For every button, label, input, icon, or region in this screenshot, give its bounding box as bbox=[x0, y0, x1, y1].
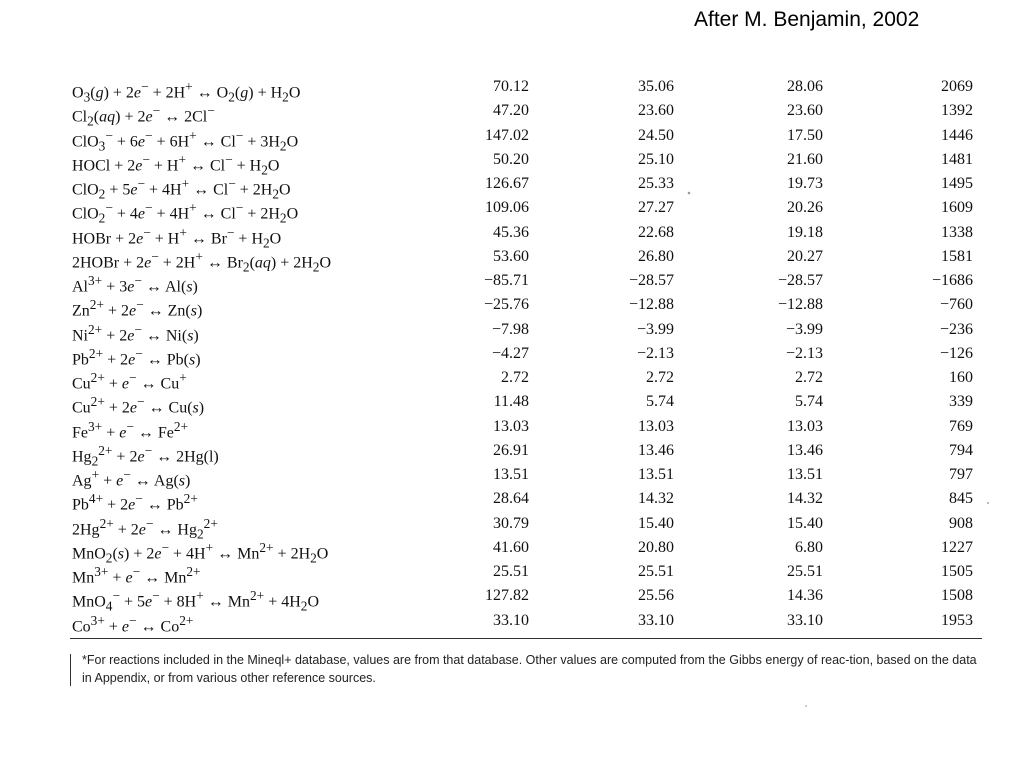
value-col-4: 845 bbox=[949, 490, 973, 508]
value-col-4: 1495 bbox=[941, 175, 973, 192]
value-col-1: 13.03 bbox=[493, 417, 529, 435]
value-col-3: 15.40 bbox=[787, 514, 823, 532]
value-col-4: 769 bbox=[949, 417, 973, 435]
value-col-3: 20.26 bbox=[787, 199, 823, 217]
value-col-3: 20.27 bbox=[787, 247, 823, 265]
value-col-2: 15.40 bbox=[638, 514, 674, 532]
value-col-1: 47.20 bbox=[493, 102, 529, 120]
reaction-equation: $Ni^{2+} + 2e^-$ ↔ Ni(s) bbox=[72, 321, 199, 344]
reaction-equation: Ag+ + e− ↔ Ag(s) bbox=[72, 467, 191, 490]
value-col-2: −12.88 bbox=[628, 296, 674, 314]
reaction-equation: $Mn^{3+} + e^-$ ↔ $Mn^{2+}$ bbox=[72, 564, 201, 587]
reaction-equation: $Cu^{2+} + 2e^-$ ↔ Cu(s) bbox=[72, 394, 205, 417]
value-col-1: −4.27 bbox=[491, 344, 529, 362]
value-col-2: 27.27 bbox=[638, 199, 674, 217]
reaction-equation: HOCl + 2e− + H+ ↔ $Cl^- + H_2O$ bbox=[72, 151, 280, 178]
value-col-4: 1227 bbox=[941, 538, 973, 556]
reaction-equation: ClO$_2$− + 4e− + 4H+ ↔ $Cl^- + 2H_2O$ bbox=[72, 200, 299, 226]
value-col-4: 1581 bbox=[941, 247, 973, 265]
value-col-3: 13.51 bbox=[787, 466, 823, 483]
value-col-1: −25.76 bbox=[483, 296, 529, 314]
value-col-1: 28.64 bbox=[493, 490, 529, 508]
value-col-2: 13.51 bbox=[638, 466, 674, 483]
value-col-2: 5.74 bbox=[646, 393, 674, 411]
reaction-equation: $Al^{3+} + 3e^-$ ↔ Al(s) bbox=[72, 273, 198, 296]
value-col-1: 26.91 bbox=[493, 441, 529, 459]
reaction-equation: $Pb^{4+} + 2e^-$ ↔ $Pb^{2+}$ bbox=[72, 491, 198, 514]
value-col-3: 28.06 bbox=[787, 78, 823, 95]
value-col-2: 23.60 bbox=[638, 102, 674, 120]
reaction-equation: MnO$_4$− + 5e− + 8H+ ↔ $Mn^{2+} + 4H_2O$ bbox=[72, 588, 319, 614]
value-col-3: 19.18 bbox=[787, 223, 823, 241]
value-col-4: 797 bbox=[949, 466, 973, 483]
value-col-2: 2.72 bbox=[646, 369, 674, 386]
value-col-3: 13.03 bbox=[787, 417, 823, 435]
value-col-4: 160 bbox=[949, 369, 973, 386]
value-col-3: 13.46 bbox=[787, 441, 823, 459]
value-col-4: 2069 bbox=[941, 78, 973, 95]
value-col-3: 6.80 bbox=[795, 538, 823, 556]
value-col-2: 20.80 bbox=[638, 538, 674, 556]
reaction-equation: $Cu^{2+} + e^-$ ↔ Cu+ bbox=[72, 370, 187, 393]
value-col-1: 109.06 bbox=[485, 199, 529, 217]
value-col-4: 908 bbox=[949, 514, 973, 532]
value-col-3: 5.74 bbox=[795, 393, 823, 411]
reaction-equation: $2Hg^{2+} + 2e^-$ ↔ $Hg_2^{2+}$ bbox=[72, 515, 218, 542]
value-col-2: 25.33 bbox=[638, 175, 674, 192]
value-col-2: 25.51 bbox=[638, 563, 674, 580]
value-col-2: 13.03 bbox=[638, 417, 674, 435]
value-col-4: −760 bbox=[939, 296, 973, 314]
reaction-equation: HOBr + 2e− + H+ ↔ $Br^- + H_2O$ bbox=[72, 224, 282, 251]
value-col-1: 30.79 bbox=[493, 514, 529, 532]
value-col-3: 33.10 bbox=[787, 611, 823, 629]
value-col-2: −2.13 bbox=[636, 344, 674, 362]
value-col-4: −126 bbox=[939, 344, 973, 362]
reaction-equation: $Fe^{3+} + e^-$ ↔ $Fe^{2+}$ bbox=[72, 418, 189, 441]
value-col-4: 1609 bbox=[941, 199, 973, 217]
value-col-1: 45.36 bbox=[493, 223, 529, 241]
value-col-2: 35.06 bbox=[638, 78, 674, 95]
footnote-text: *For reactions included in the Mineql+ database, values are from that database. Other values are computed from the Gibbs energy of reac-tion, based on the data in Appendix, or from various other reference sources. bbox=[82, 653, 977, 685]
value-col-3: −3.99 bbox=[785, 320, 823, 338]
value-col-1: −7.98 bbox=[491, 320, 529, 338]
reaction-equation: $Co^{3+} + e^-$ ↔ $Co^{2+}$ bbox=[72, 612, 194, 635]
value-col-1: 70.12 bbox=[493, 78, 529, 95]
value-col-1: 2.72 bbox=[501, 369, 529, 386]
value-col-1: −85.71 bbox=[483, 272, 529, 289]
value-col-3: −2.13 bbox=[785, 344, 823, 362]
value-col-4: 1392 bbox=[941, 102, 973, 120]
value-col-2: 22.68 bbox=[638, 223, 674, 241]
value-col-2: 25.10 bbox=[638, 150, 674, 168]
reaction-equation: ClO$_3$− + 6e− + 6H+ ↔ $Cl^- + 3H_2O$ bbox=[72, 127, 299, 154]
value-col-1: 25.51 bbox=[493, 563, 529, 580]
reaction-equation: $O_3(g) + 2e^- + 2H^+$ ↔ $O_2(g) + H_2O$ bbox=[72, 79, 301, 105]
value-col-1: 126.67 bbox=[485, 175, 529, 192]
value-col-4: 1446 bbox=[941, 126, 973, 144]
value-col-2: 26.80 bbox=[638, 247, 674, 265]
value-col-3: 25.51 bbox=[787, 563, 823, 580]
reaction-equation: 2HOBr + 2e− + 2H+ ↔ $Br_2(aq) + 2H_2O$ bbox=[72, 248, 332, 275]
value-col-2: 13.46 bbox=[638, 441, 674, 459]
value-col-1: 127.82 bbox=[485, 587, 529, 605]
value-col-4: 339 bbox=[949, 393, 973, 411]
value-col-3: 17.50 bbox=[787, 126, 823, 144]
value-col-3: 19.73 bbox=[787, 175, 823, 192]
value-col-2: −28.57 bbox=[628, 272, 674, 289]
value-col-2: 25.56 bbox=[638, 587, 674, 605]
value-col-4: 1505 bbox=[941, 563, 973, 580]
value-col-3: 2.72 bbox=[795, 369, 823, 386]
value-col-4: 1481 bbox=[941, 150, 973, 168]
value-col-1: 147.02 bbox=[485, 126, 529, 144]
value-col-4: 1338 bbox=[941, 223, 973, 241]
value-col-1: 13.51 bbox=[493, 466, 529, 483]
value-col-4: 1508 bbox=[941, 587, 973, 605]
value-col-1: 33.10 bbox=[493, 611, 529, 629]
value-col-1: 11.48 bbox=[493, 393, 529, 411]
value-col-4: −1686 bbox=[931, 272, 973, 289]
reaction-equation: $Zn^{2+} + 2e^-$ ↔ Zn(s) bbox=[72, 297, 203, 320]
value-col-4: −236 bbox=[939, 320, 973, 338]
attribution-text: After M. Benjamin, 2002 bbox=[694, 8, 920, 31]
value-col-2: 33.10 bbox=[638, 611, 674, 629]
value-col-3: −12.88 bbox=[777, 296, 823, 314]
reaction-equation: $Pb^{2+} + 2e^-$ ↔ Pb(s) bbox=[72, 345, 201, 369]
value-col-3: 14.36 bbox=[787, 587, 823, 605]
value-col-1: 53.60 bbox=[493, 247, 529, 265]
value-col-3: 21.60 bbox=[787, 150, 823, 168]
value-col-4: 1953 bbox=[941, 611, 973, 629]
value-col-3: −28.57 bbox=[777, 272, 823, 289]
reaction-equation: ClO$_2$ + 5e− + 4H+ ↔ $Cl^- + 2H_2O$ bbox=[72, 176, 291, 202]
value-col-2: 14.32 bbox=[638, 490, 674, 508]
value-col-1: 50.20 bbox=[493, 150, 529, 168]
reaction-equation: $Hg_2^{2+} + 2e^-$ ↔ 2Hg(l) bbox=[72, 442, 219, 469]
reaction-equation: $Cl_2(aq) + 2e^-$ ↔ 2Cl− bbox=[72, 103, 215, 129]
value-col-3: 23.60 bbox=[787, 102, 823, 120]
reaction-equation: MnO$_2$(s) + 2e− + 4H+ ↔ $Mn^{2+} + 2H_2O$ bbox=[72, 539, 329, 566]
value-col-2: 24.50 bbox=[638, 126, 674, 144]
value-col-2: −3.99 bbox=[636, 320, 674, 338]
value-col-3: 14.32 bbox=[787, 490, 823, 508]
value-col-4: 794 bbox=[949, 441, 973, 459]
value-col-1: 41.60 bbox=[493, 538, 529, 556]
